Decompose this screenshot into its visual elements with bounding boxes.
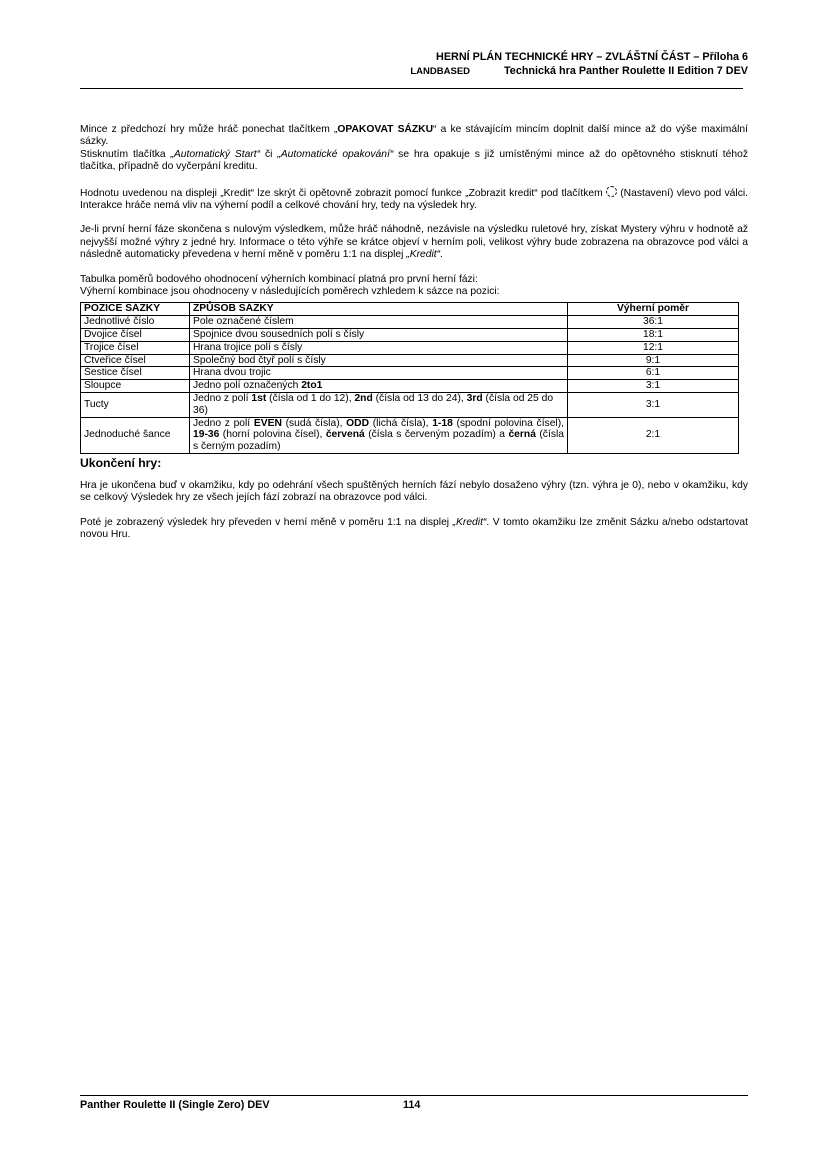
cell-ratio: 6:1 (568, 367, 739, 380)
repeat-bet-label: OPAKOVAT SÁZKU (337, 124, 434, 135)
header-divider (80, 88, 743, 89)
paragraph-repeat-bet (80, 124, 748, 149)
text-run-bold: černá (508, 429, 536, 441)
table-row (81, 417, 739, 453)
text-run-bold: 19-36 (193, 429, 220, 441)
text-run: se hra opakuje s již umístěnými mince až do opětovného stisknutí téhož tlačítka, případně do vyčerpání kreditu. (80, 148, 748, 173)
cell-position: Jednoduché šance (81, 417, 190, 453)
text-run-bold: ODD (346, 417, 370, 429)
cell-position: Šestice čísel (81, 367, 190, 380)
text-run: (lichá čísla), (369, 417, 433, 429)
table-row (81, 367, 739, 380)
text-run: (horní polovina čísel), (219, 429, 326, 441)
text-run: Poté je zobrazený výsledek hry převeden v herní měně v poměru 1:1 na displej (80, 516, 453, 528)
cell-ratio: 36:1 (568, 316, 739, 329)
text-run: (čísla od 13 do 24), (372, 393, 467, 405)
header-bet-position: POZICE SÁZKY (81, 303, 190, 316)
text-run: . (440, 249, 443, 261)
table-row (81, 354, 739, 367)
text-run: Jedno z polí (193, 417, 254, 429)
table-row (81, 316, 739, 329)
section-heading: Ukončení hry: (80, 456, 162, 471)
table-row (81, 380, 739, 393)
gear-icon (606, 186, 617, 197)
paragraph-table-intro-2: Výherní kombinace jsou ohodnoceny v následujících poměrech vzhledem k sázce na pozici: (80, 286, 500, 298)
cell-method: Spojnice dvou sousedních polí s čísly (190, 329, 568, 342)
page-number: 114 (403, 1099, 421, 1111)
cell-position: Dvojice čísel (81, 329, 190, 342)
text-run: (čísla od 1 do 12), (266, 393, 355, 405)
cell-method: Hrana dvou trojic (190, 367, 568, 380)
cell-ratio: 12:1 (568, 341, 739, 354)
text-run-bold: červená (325, 429, 365, 441)
cell-ratio: 3:1 (568, 393, 739, 418)
header-bet-method: ZPŮSOB SÁZKY (190, 303, 568, 316)
paragraph-game-result (80, 517, 748, 542)
paragraph-table-intro-1: Tabulka poměrů bodového ohodnocení výherních kombinací platná pro první herní fázi: (80, 273, 478, 285)
footer-title: Panther Roulette II (Single Zero) DEV (80, 1099, 270, 1111)
header-title: HERNÍ PLÁN TECHNICKÉ HRY – ZVLÁŠTNÍ ČÁST – Příloha 6 (436, 51, 748, 63)
text-run-bold: EVEN (253, 417, 282, 429)
header-subtitle: Technická hra Panther Roulette II Edition 7 DEV (504, 65, 748, 77)
table-header-row (81, 303, 739, 316)
paragraph-game-end: Hra je ukončena buď v okamžiku, kdy po odehrání všech spuštěných herních fází nebylo dosaženo výhry (tzn. výhra je 0), nebo v okamžiku, kdy se celkový Výsledek hry ze všech jejích fází zobrazí na obrazovce pod válci. (80, 480, 748, 504)
cell-method (190, 393, 568, 418)
page-header (80, 50, 748, 79)
cell-ratio: 3:1 (568, 380, 739, 393)
text-run: (sudá čísla), (281, 417, 347, 429)
text-run: (spodní polovina čísel), (452, 417, 565, 429)
text-run: (Nastavení) vlevo pod válci. Interakce hráče nemá vliv na výherní podíl a celkové chování hry, tedy na výsledek hry. (80, 187, 748, 212)
text-run: Hodnotu uvedenou na displeji „Kredit“ lze skrýt či opětovně zobrazit pomocí funkce „Zobrazit kredit“ pod tlačítkem (80, 187, 606, 199)
text-run-bold: 2to1 (301, 380, 323, 392)
text-run-bold: 3rd (466, 393, 483, 405)
table-row (81, 341, 739, 354)
cell-method (190, 417, 568, 453)
paragraph-autostart (80, 149, 748, 174)
footer-divider (80, 1095, 748, 1096)
cell-method: Hrana trojice polí s čísly (190, 341, 568, 354)
text-run-bold: 2nd (354, 393, 373, 405)
text-run: (čísla od 25 do 36) (193, 393, 554, 416)
table-row (81, 329, 739, 342)
payout-table (80, 302, 739, 454)
cell-ratio: 9:1 (568, 354, 739, 367)
header-subtitle-line (80, 64, 748, 79)
text-run: Mince z předchozí hry může hráč ponechat tlačítkem „ (80, 124, 338, 135)
cell-position: Tucty (81, 393, 190, 418)
cell-position: Jednotlivé číslo (81, 316, 190, 329)
autorepeat-label: „Automatické opakování“ (277, 148, 394, 160)
text-run-bold: 1st (251, 393, 267, 405)
cell-position: Trojice čísel (81, 341, 190, 354)
text-run: “ a ke stávajícím mincím doplnit další mince až do výše maximální sázky. (80, 124, 748, 148)
cell-position: Sloupce (81, 380, 190, 393)
page-footer (80, 1099, 421, 1111)
text-run: Je-li první herní fáze skončena s nulovým výsledkem, může hráč náhodně, nezávisle na výsledku ruletové hry, získat Mystery výhru v hodnotě až nejvyšší možné výhry z jedné hry. Informace o této výhře se krátce objeví v herním poli, velikost výhry bude zobrazena na obrazovce pod válci a následně automaticky převedena v herní měně v poměru 1:1 na displej (80, 224, 748, 261)
text-run: či (260, 148, 278, 160)
document-body (80, 124, 748, 542)
text-run: Jedno z polí (193, 393, 252, 405)
text-run: Jedno polí označených (193, 380, 302, 392)
cell-method: Pole označené číslem (190, 316, 568, 329)
cell-position: Čtveřice čísel (81, 354, 190, 367)
credit-label: „Kredit“ (406, 249, 441, 261)
autostart-label: „Automatický Start“ (170, 148, 261, 160)
text-run: . V tomto okamžiku lze změnit Sázku a/nebo odstartovat novou Hru. (80, 516, 749, 541)
text-run: (čísla s červeným pozadím) a (364, 429, 509, 441)
cell-method: Společný bod čtyř polí s čísly (190, 354, 568, 367)
text-run: (čísla s černým pozadím) (193, 429, 564, 453)
text-run: Stisknutím tlačítka (80, 148, 171, 160)
paragraph-mystery-win (80, 224, 748, 261)
cell-method (190, 380, 568, 393)
credit-label: „Kredit“ (452, 516, 487, 528)
cell-ratio: 2:1 (568, 417, 739, 453)
header-sub-label: LANDBASED (410, 66, 471, 77)
cell-ratio: 18:1 (568, 329, 739, 342)
paragraph-credit-display (80, 186, 748, 213)
header-payout-ratio: Výherní poměr (568, 303, 739, 316)
table-row (81, 393, 739, 418)
text-run-bold: 1-18 (432, 417, 453, 429)
